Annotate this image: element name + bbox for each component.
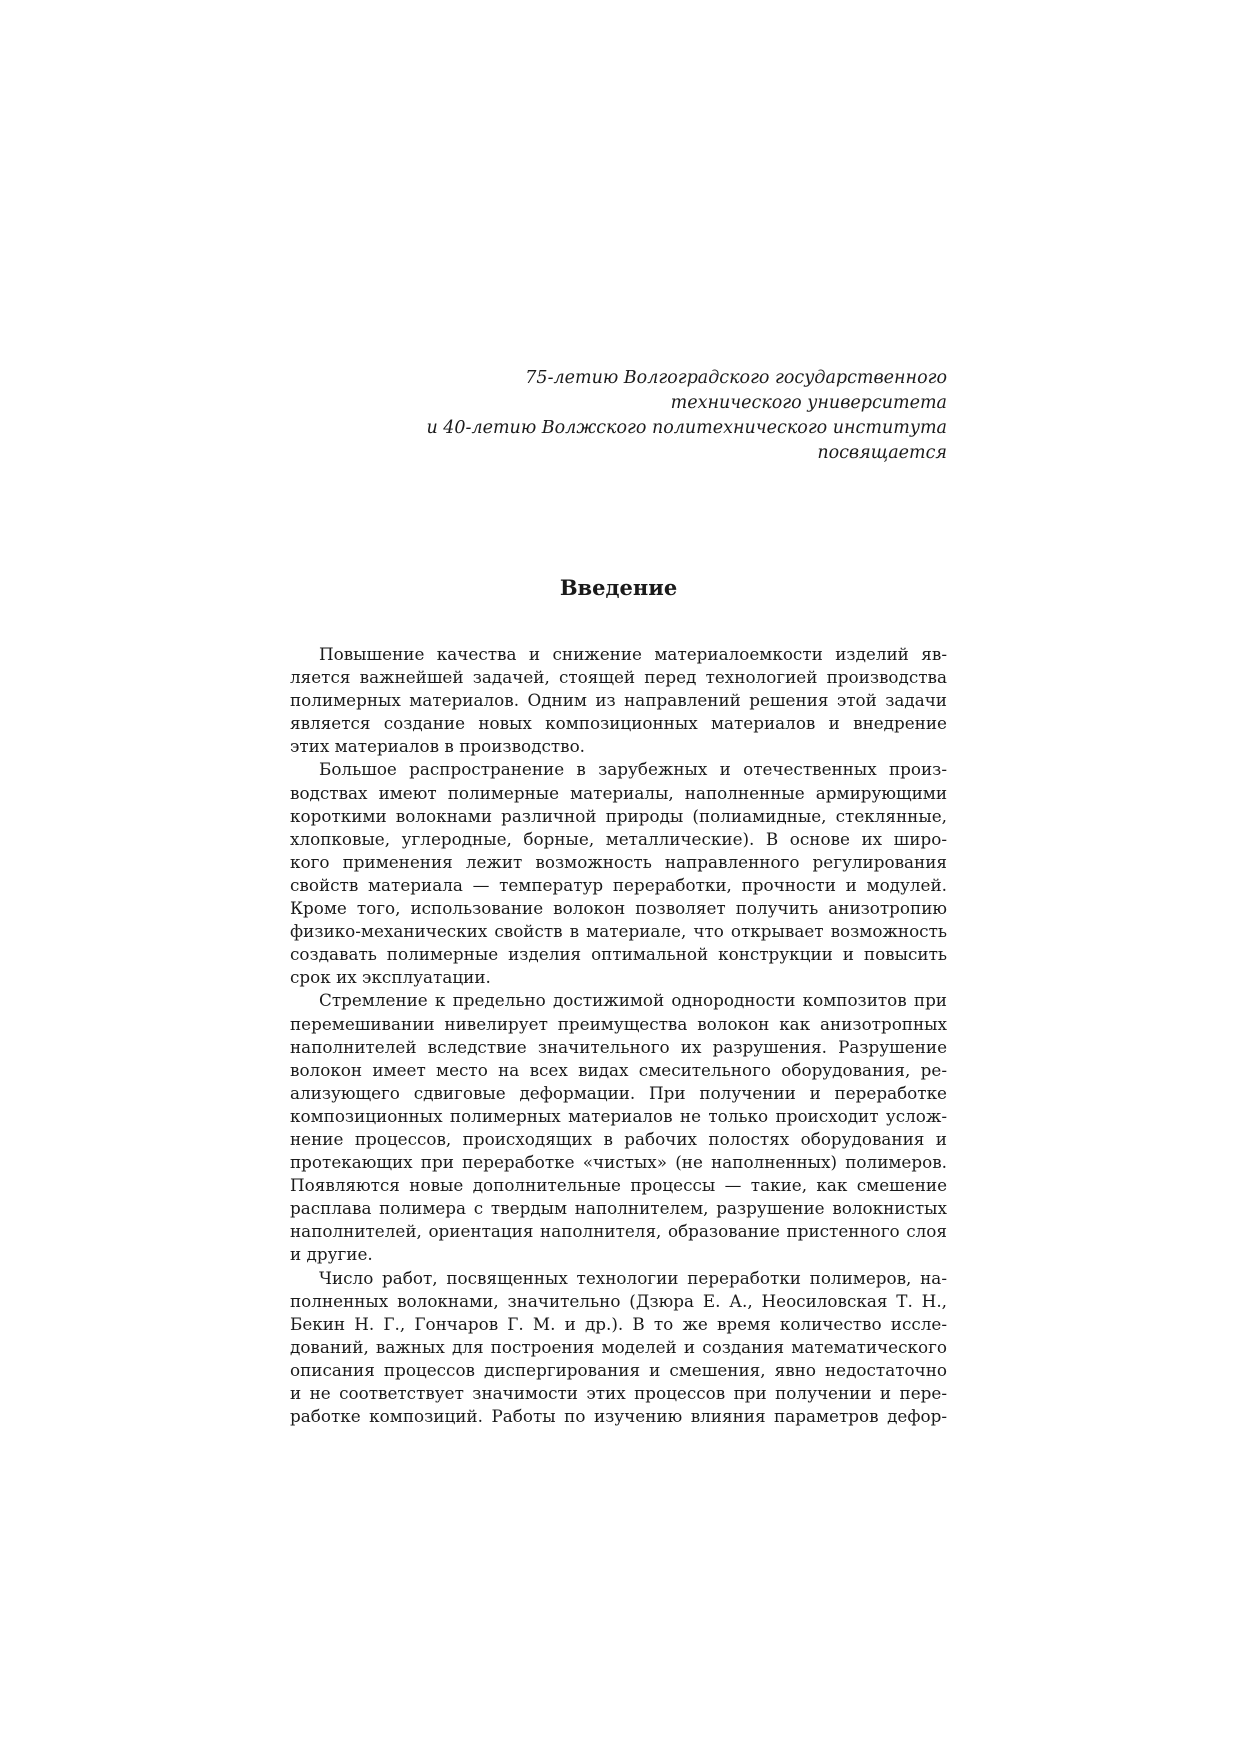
paragraph: [290, 989, 947, 1266]
dedication: [350, 366, 947, 466]
text-line: расплава полимера с твердым наполнителем, разрушение волокнистых: [290, 1198, 947, 1219]
text-line: и другие.: [290, 1244, 373, 1265]
text-line: срок их эксплуатации.: [290, 967, 491, 988]
text-line: Число работ, посвященных технологии переработки полимеров, на-: [319, 1267, 947, 1288]
text-line: Повышение качества и снижение материалоемкости изделий яв-: [319, 644, 947, 664]
text-line: хлопковые, углеродные, борные, металлические). В основе их широ-: [290, 828, 947, 849]
text-line: перемешивании нивелирует преимущества волокон как анизотропных: [290, 1013, 947, 1034]
text-line: Стремление к предельно достижимой однородности композитов при: [319, 990, 947, 1011]
body-text: [290, 643, 947, 1428]
text-line: полненных волокнами, значительно (Дзюра Е. А., Неосиловская Т. Н.,: [290, 1290, 947, 1311]
text-line: свойств материала — температур переработки, прочности и модулей.: [290, 874, 947, 895]
text-line: протекающих при переработке «чистых» (не наполненных) полимеров.: [290, 1152, 947, 1173]
dedication-line: технического университета: [670, 393, 947, 413]
dedication-line: посвящается: [817, 443, 947, 463]
text-line: нение процессов, происходящих в рабочих полостях оборудования и: [290, 1128, 947, 1149]
text-line: короткими волокнами различной природы (полиамидные, стеклянные,: [290, 805, 947, 826]
text-line: наполнителей вследствие значительного их разрушения. Разрушение: [290, 1036, 947, 1057]
text-line: полимерных материалов. Одним из направлений решения этой задачи: [290, 690, 947, 711]
text-line: ляется важнейшей задачей, стоящей перед технологией производства: [290, 667, 947, 688]
text-line: водствах имеют полимерные материалы, наполненные армирующими: [290, 782, 947, 803]
text-line: Бекин Н. Г., Гончаров Г. М. и др.). В то же время количество иссле-: [290, 1313, 947, 1334]
dedication-line: и 40-летию Волжского политехнического института: [426, 418, 947, 438]
text-line: Кроме того, использование волокон позволяет получить анизотропию: [290, 898, 947, 919]
text-line: кого применения лежит возможность направленного регулирования: [290, 851, 947, 872]
paragraph: [290, 758, 947, 989]
paragraph: [290, 643, 947, 758]
text-line: этих материалов в производство.: [290, 736, 586, 757]
text-line: работке композиций. Работы по изучению влияния параметров дефор-: [290, 1406, 947, 1427]
dedication-line: 75-летию Волгоградского государственного: [525, 368, 947, 388]
text-line: описания процессов диспергирования и смешения, явно недостаточно: [290, 1359, 947, 1380]
text-line: Появляются новые дополнительные процессы — такие, как смешение: [290, 1175, 947, 1196]
text-line: наполнителей, ориентация наполнителя, образование пристенного слоя: [290, 1221, 947, 1242]
text-line: ализующего сдвиговые деформации. При получении и переработке: [290, 1082, 947, 1103]
section-heading: Введение: [559, 575, 678, 600]
paragraph: [290, 1267, 947, 1429]
text-line: дований, важных для построения моделей и создания математического: [290, 1336, 947, 1357]
text-line: композиционных полимерных материалов не только происходит услож-: [290, 1105, 947, 1126]
text-line: создавать полимерные изделия оптимальной конструкции и повысить: [290, 944, 947, 965]
text-line: физико-механических свойств в материале, что открывает возможность: [290, 921, 947, 942]
text-line: и не соответствует значимости этих процессов при получении и пере-: [290, 1383, 947, 1403]
text-line: является создание новых композиционных материалов и внедрение: [290, 713, 947, 734]
text-line: Большое распространение в зарубежных и отечественных произ-: [319, 759, 947, 780]
text-line: волокон имеет место на всех видах смесительного оборудования, ре-: [290, 1059, 947, 1080]
